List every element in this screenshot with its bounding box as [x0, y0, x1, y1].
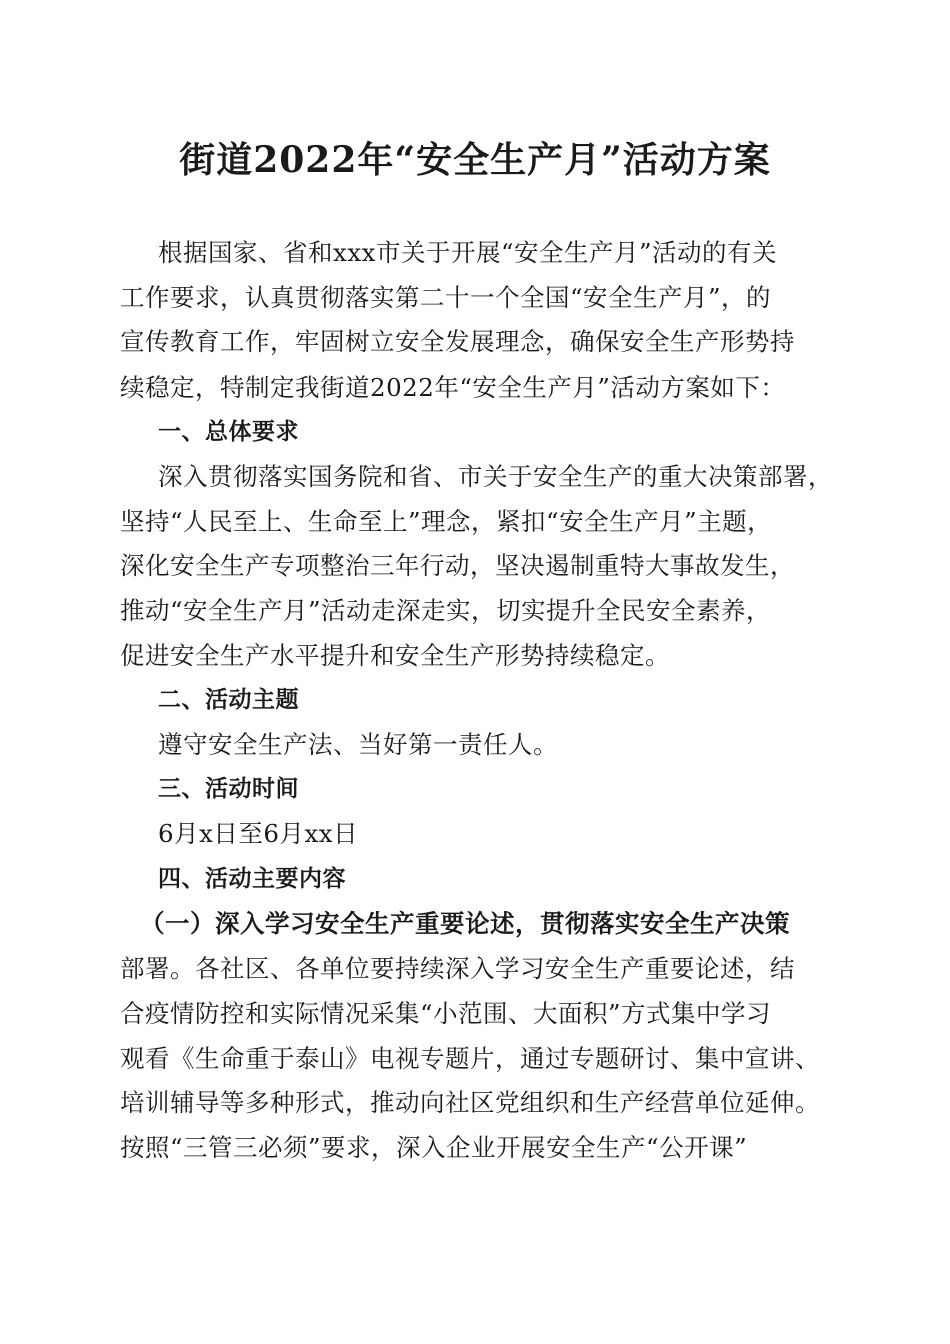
paragraph-line: 深入贯彻落实国务院和省、市关于安全生产的重大决策部署， [158, 462, 833, 491]
paragraph-line: 按照“三管三必须”要求，深入企业开展安全生产“公开课” [120, 1133, 748, 1162]
paragraph-line: 培训辅导等多种形式，推动向社区党组织和生产经营单位延伸。 [120, 1088, 820, 1117]
section-heading: 一、总体要求 [158, 419, 299, 445]
document-title: 街道2022年“安全生产月”活动方案 [179, 139, 771, 181]
paragraph-line: 观看《生命重于泰山》电视专题片，通过专题研讨、集中宣讲、 [120, 1044, 820, 1073]
subsection-heading: （一）深入学习安全生产重要论述，贯彻落实安全生产决策 [140, 909, 790, 938]
paragraph-line: 6月x日至6月xx日 [158, 819, 359, 848]
paragraph-line: 合疫情防控和实际情况采集“小范围、大面积”方式集中学习 [120, 999, 772, 1028]
paragraph-line: 部署。各社区、各单位要持续深入学习安全生产重要论述，结 [120, 954, 795, 983]
paragraph-line: 坚持“人民至上、生命至上”理念，紧扣“安全生产月”主题， [120, 507, 773, 536]
section-heading: 二、活动主题 [158, 687, 299, 713]
paragraph-line: 续稳定，特制定我街道2022年“安全生产月”活动方案如下： [120, 373, 786, 402]
paragraph-line: 宣传教育工作，牢固树立安全发展理念，确保安全生产形势持 [120, 327, 795, 356]
paragraph-line: 促进安全生产水平提升和安全生产形势持续稳定。 [120, 641, 670, 670]
paragraph-line: 深化安全生产专项整治三年行动，坚决遏制重特大事故发生， [120, 551, 795, 580]
section-heading: 三、活动时间 [158, 776, 299, 802]
paragraph-line: 根据国家、省和xxx市关于开展“安全生产月”活动的有关 [158, 238, 777, 267]
paragraph-line: 遵守安全生产法、当好第一责任人。 [158, 730, 558, 759]
paragraph-line: 推动“安全生产月”活动走深走实，切实提升全民安全素养， [120, 596, 772, 625]
paragraph-line: 工作要求，认真贯彻落实第二十一个全国“安全生产月”，的 [120, 283, 772, 312]
section-heading: 四、活动主要内容 [158, 866, 346, 892]
